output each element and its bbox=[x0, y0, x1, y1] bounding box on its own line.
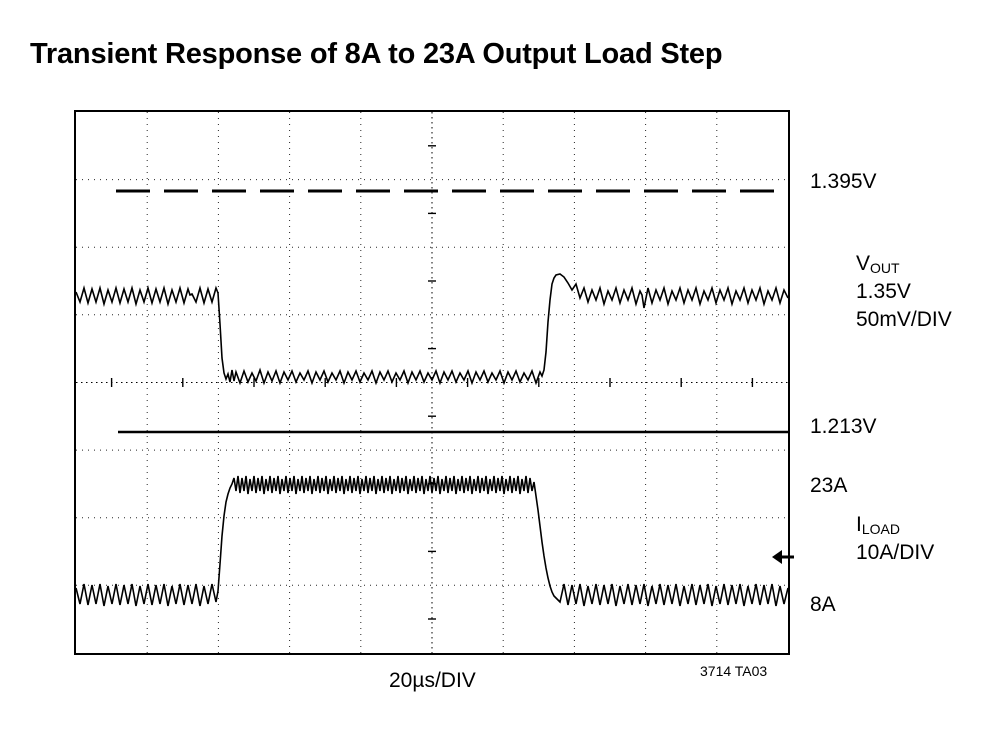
left-arrow-icon bbox=[772, 548, 794, 566]
vout-symbol: V bbox=[856, 252, 871, 275]
annotation-vout-scale: 50mV/DIV bbox=[856, 308, 952, 331]
annotation-lower-threshold: 1.213V bbox=[810, 415, 877, 438]
iload-trace bbox=[76, 476, 788, 606]
vout-subscript: OUT bbox=[870, 260, 900, 276]
oscilloscope-plot-area bbox=[74, 110, 790, 655]
annotation-vout-label bbox=[856, 252, 900, 277]
annotation-upper-threshold: 1.395V bbox=[810, 170, 877, 193]
x-axis-label: 20µs/DIV bbox=[389, 669, 476, 692]
scope-traces bbox=[76, 112, 788, 653]
annotation-iload-low: 8A bbox=[810, 593, 836, 616]
annotation-iload-scale: 10A/DIV bbox=[856, 541, 935, 564]
page-title: Transient Response of 8A to 23A Output Load Step bbox=[30, 38, 723, 70]
annotation-iload-label bbox=[856, 513, 900, 538]
annotation-iload-high: 23A bbox=[810, 474, 848, 497]
part-code-label: 3714 TA03 bbox=[700, 663, 768, 679]
annotation-vout-nominal: 1.35V bbox=[856, 280, 911, 303]
iload-subscript: LOAD bbox=[861, 521, 900, 537]
iload-symbol: I bbox=[856, 513, 862, 536]
